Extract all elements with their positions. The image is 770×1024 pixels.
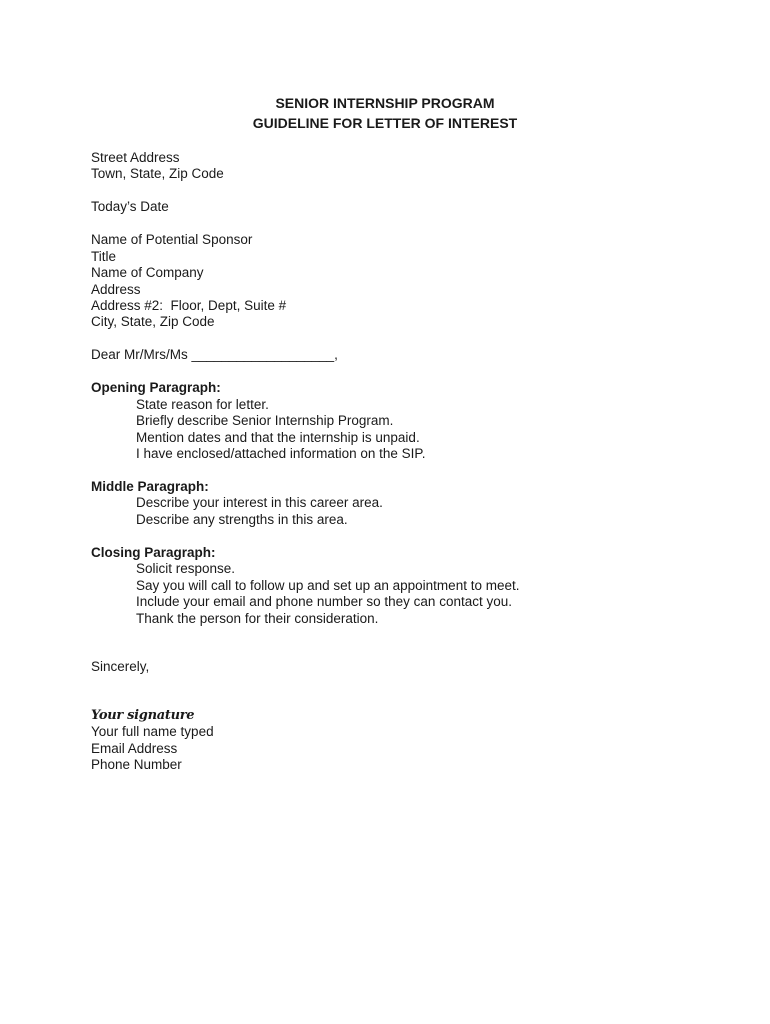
middle-item: Describe any strengths in this area.	[136, 511, 348, 527]
middle-heading: Middle Paragraph:	[91, 479, 209, 495]
recipient-company: Name of Company	[91, 265, 204, 281]
sender-street: Street Address	[91, 150, 180, 165]
salutation: Dear Mr/Mrs/Ms ___________________,	[91, 347, 338, 363]
opening-item: Mention dates and that the internship is unpaid.	[136, 429, 420, 445]
signoff: Sincerely,	[91, 658, 150, 674]
closing-heading: Closing Paragraph:	[91, 544, 216, 560]
title-line-2: GUIDELINE FOR LETTER OF INTEREST	[252, 115, 518, 131]
recipient-address-2: Address #2: Floor, Dept, Suite #	[91, 298, 287, 314]
sender-town: Town, State, Zip Code	[91, 166, 224, 182]
opening-item: I have enclosed/attached information on the SIP.	[136, 446, 426, 462]
title-line-1: SENIOR INTERNSHIP PROGRAM	[275, 95, 495, 111]
footer-name: Your full name typed	[91, 724, 214, 740]
recipient-city: City, State, Zip Code	[91, 314, 215, 330]
closing-item: Solicit response.	[136, 561, 236, 577]
opening-item: Briefly describe Senior Internship Program.	[136, 413, 394, 429]
middle-item: Describe your interest in this career area.	[136, 495, 383, 511]
recipient-title: Title	[91, 248, 117, 264]
recipient-name: Name of Potential Sponsor	[91, 232, 253, 248]
opening-item: State reason for letter.	[136, 396, 269, 412]
recipient-address: Address	[91, 281, 141, 297]
closing-item: Say you will call to follow up and set up an appointment to meet.	[136, 577, 520, 593]
closing-item: Thank the person for their consideration.	[136, 610, 379, 626]
footer-email: Email Address	[91, 740, 178, 756]
letter-body	[91, 150, 711, 774]
signature: Your signature	[91, 708, 195, 724]
document-title	[0, 93, 770, 133]
letter-date: Today’s Date	[91, 199, 169, 215]
closing-item: Include your email and phone number so they can contact you.	[136, 594, 512, 610]
footer-phone: Phone Number	[91, 757, 182, 773]
opening-heading: Opening Paragraph:	[91, 380, 221, 396]
